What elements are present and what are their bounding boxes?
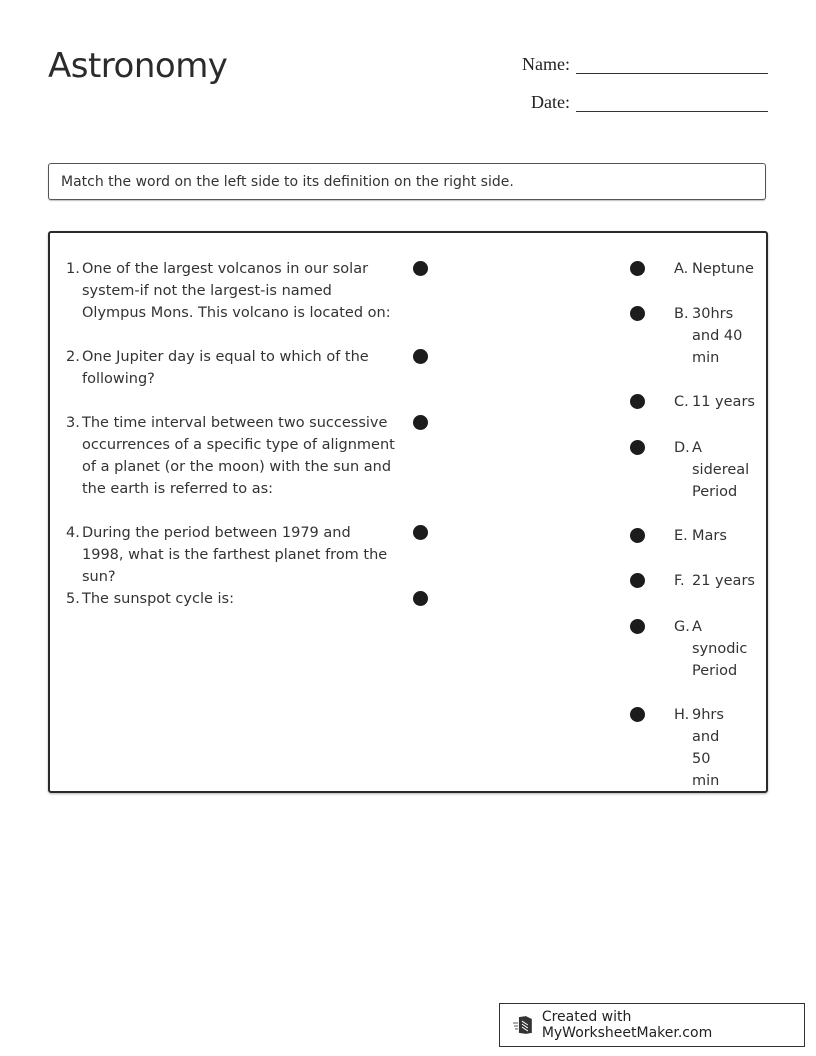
answer-item — [674, 258, 764, 280]
answer-letter: C. — [674, 394, 689, 410]
instructions-box: Match the word on the left side to its definition on the right side. — [48, 163, 766, 200]
question-text: One Jupiter day is equal to which of the following? — [82, 349, 369, 387]
answer-match-dot[interactable] — [630, 306, 645, 321]
name-blank-line[interactable] — [576, 55, 768, 74]
date-label: Date: — [531, 92, 570, 112]
answer-match-dot[interactable] — [630, 619, 645, 634]
question-text: The time interval between two successive occurrences of a specific type of alignment of a planet (or the moon) with the sun and the earth is referred to as: — [82, 415, 395, 497]
footer-text: Created with MyWorksheetMaker.com — [541, 1009, 713, 1041]
answer-letter: D. — [674, 440, 690, 456]
name-field — [522, 54, 768, 74]
answer-text: A synodic Period — [692, 619, 748, 679]
answer-letter: B. — [674, 306, 689, 322]
answer-match-dot[interactable] — [630, 261, 645, 276]
answer-match-dot[interactable] — [630, 573, 645, 588]
answer-match-dot[interactable] — [630, 394, 645, 409]
question-number: 5. — [66, 591, 80, 607]
question-text: During the period between 1979 and 1998, what is the farthest planet from the sun? — [82, 525, 388, 585]
name-label: Name: — [522, 54, 570, 74]
question-item — [66, 346, 396, 390]
question-match-dot[interactable] — [413, 261, 428, 276]
answer-text: A sidereal Period — [692, 440, 750, 500]
answer-text: 21 years — [692, 573, 755, 589]
footer-credit[interactable] — [499, 1003, 805, 1047]
answer-letter: F. — [674, 573, 685, 589]
question-item — [66, 258, 396, 324]
answer-text: 30hrs and 40 min — [692, 306, 743, 366]
question-match-dot[interactable] — [413, 349, 428, 364]
question-text: One of the largest volcanos in our solar system-if not the largest-is named Olympus Mons. This volcano is located on: — [82, 261, 391, 321]
answer-text: 9hrs and 50 min — [692, 707, 724, 789]
answer-letter: G. — [674, 619, 690, 635]
answer-item — [674, 616, 764, 682]
question-number: 2. — [66, 349, 80, 365]
question-item — [66, 588, 396, 610]
answer-item — [674, 437, 764, 503]
answer-letter: A. — [674, 261, 689, 277]
question-item — [66, 522, 396, 588]
question-match-dot[interactable] — [413, 591, 428, 606]
answer-item — [674, 303, 764, 369]
answer-match-dot[interactable] — [630, 528, 645, 543]
question-number: 1. — [66, 261, 80, 277]
answer-letter: E. — [674, 528, 688, 544]
question-text: The sunspot cycle is: — [82, 591, 234, 607]
answer-item — [674, 525, 764, 547]
answer-item — [674, 391, 764, 413]
question-number: 3. — [66, 415, 80, 431]
answer-text: Neptune — [692, 261, 754, 277]
question-match-dot[interactable] — [413, 525, 428, 540]
date-field — [531, 92, 768, 112]
question-number: 4. — [66, 525, 80, 541]
answer-letter: H. — [674, 707, 690, 723]
answer-text: 11 years — [692, 394, 755, 410]
answer-match-dot[interactable] — [630, 707, 645, 722]
date-blank-line[interactable] — [576, 93, 768, 112]
worksheet-maker-logo-icon — [512, 1015, 534, 1035]
answer-item — [674, 570, 764, 592]
answer-text: Mars — [692, 528, 727, 544]
question-match-dot[interactable] — [413, 415, 428, 430]
worksheet-title: Astronomy — [48, 46, 228, 86]
question-item — [66, 412, 396, 500]
answer-item — [674, 704, 764, 792]
answer-match-dot[interactable] — [630, 440, 645, 455]
